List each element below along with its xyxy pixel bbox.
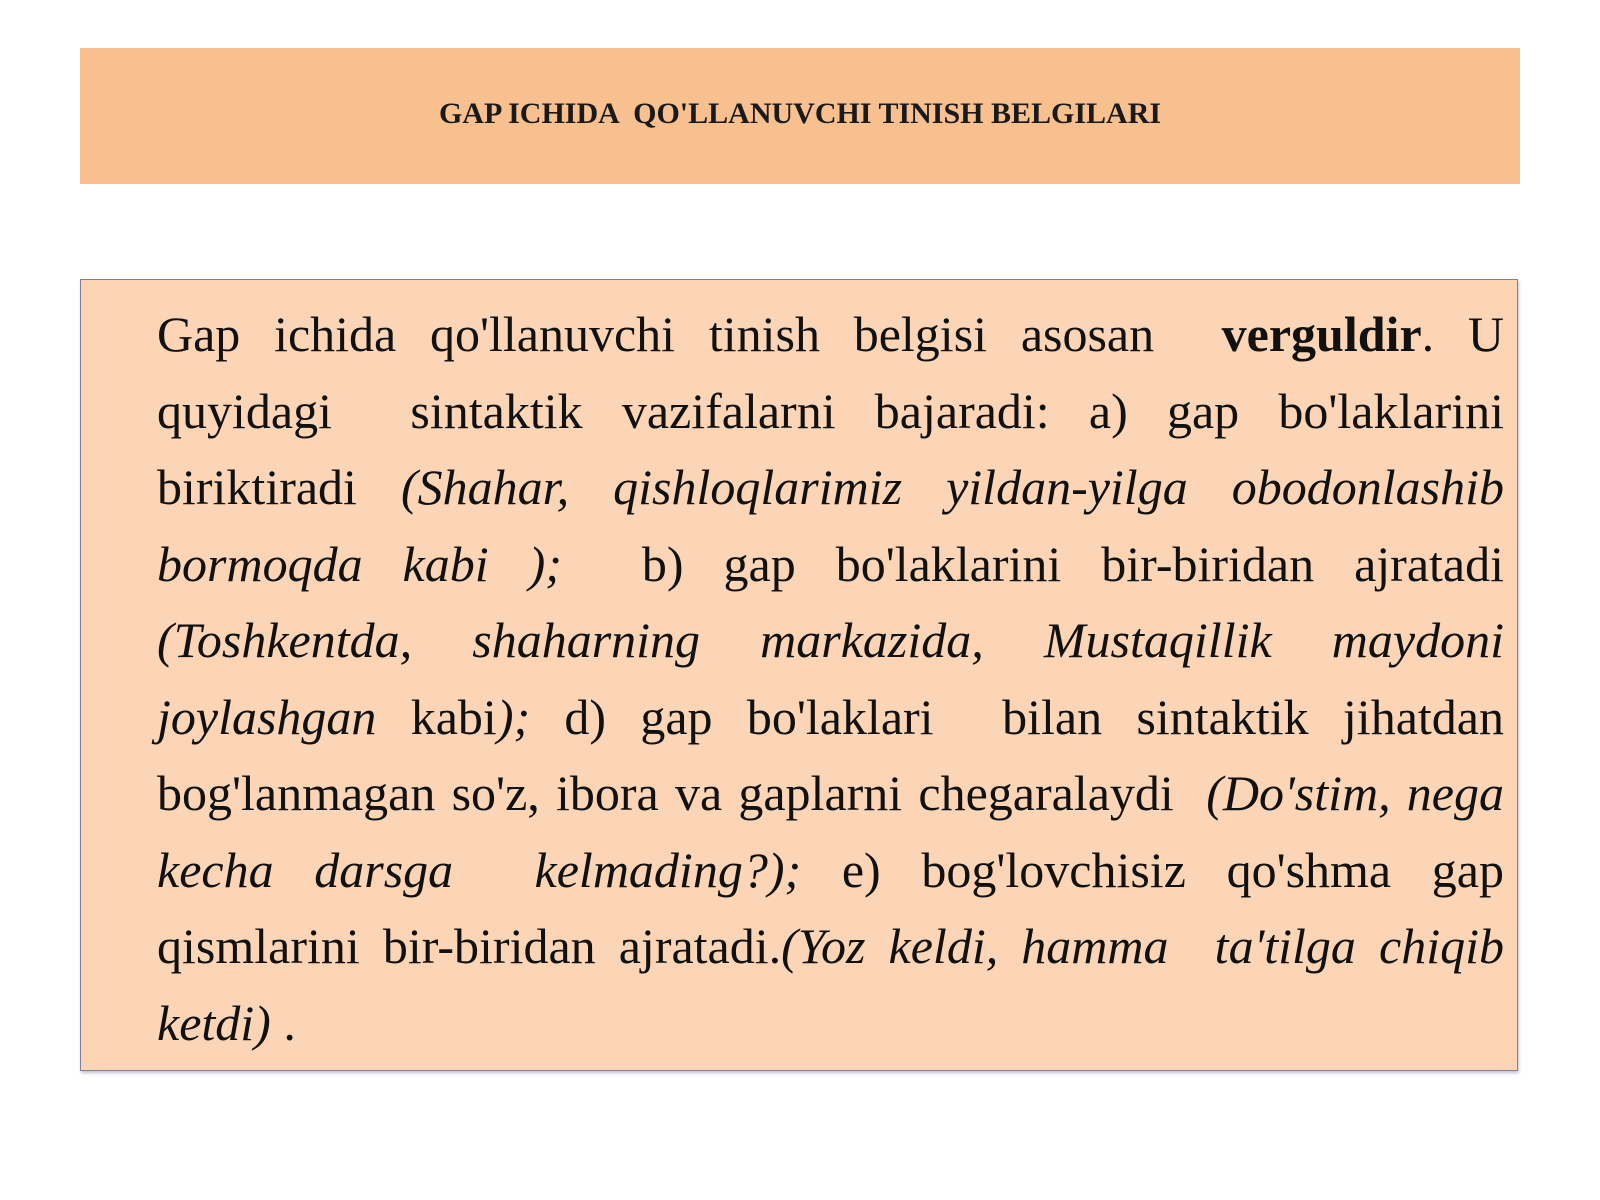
body-text-3: b) gap bo'laklarini bir-biridan ajratadi	[561, 535, 1517, 592]
body-paragraph	[157, 296, 1517, 1061]
content-box	[80, 279, 1518, 1071]
body-text-6: e) bog'lovchisiz qo'shma gap qismlarini bir-biridan ajratadi.	[157, 841, 1517, 974]
slide-title: GAP ICHIDA QO'LLANUVCHI TINISH BELGILARI	[438, 97, 1162, 130]
body-text-5: d) gap bo'laklari bilan sintaktik jihatdan bog'lanmagan so'z, ibora va gaplarni chegaralaydi	[157, 688, 1517, 821]
example-a: (Shahar, qishloqlarimiz yildan-yilga obodonlashib bormoqda kabi );	[157, 459, 1517, 592]
body-text-7: .	[270, 994, 296, 1051]
body-italic-close: );	[496, 688, 531, 745]
title-banner	[80, 48, 1520, 184]
example-d: (Do'stim, nega kecha darsga kelmading?);	[157, 765, 1517, 898]
body-text-2: . U quyidagi sintaktik vazifalarni bajaradi: a) gap bo'laklarini biriktiradi	[157, 306, 1517, 515]
body-text-4: kabi	[376, 688, 497, 745]
body-bold-term: verguldir	[1221, 306, 1422, 362]
example-b: (Toshkentda, shaharning markazida, Mustaqillik maydoni joylashgan	[157, 612, 1517, 745]
body-text-1: Gap ichida qo'llanuvchi tinish belgisi asosan	[157, 306, 1222, 362]
example-e: (Yoz keldi, hamma ta'tilga chiqib ketdi)	[157, 918, 1517, 1051]
